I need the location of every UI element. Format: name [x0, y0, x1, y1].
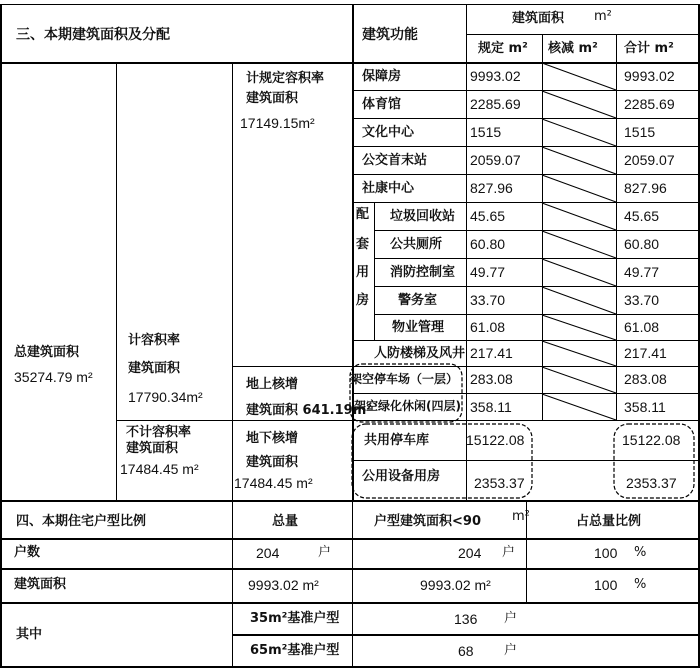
row-total: 2353.37	[626, 475, 677, 491]
row-name: 消防控制室	[390, 265, 456, 280]
row-name: 体育馆	[362, 97, 402, 112]
planned-value: 17149.15m²	[240, 115, 315, 131]
section4-title: 四、本期住宅户型比例	[16, 514, 147, 529]
row-planned: 33.70	[470, 292, 506, 308]
households-total: 204	[256, 545, 280, 561]
row-total: 217.41	[624, 345, 667, 361]
area-ratio: 100	[594, 577, 618, 593]
row-name: 文化中心	[362, 125, 415, 140]
facility-label-2: 套	[356, 237, 370, 252]
row-planned: 2285.69	[470, 96, 521, 112]
row-name: 架空停车场（一层）	[350, 372, 459, 386]
row-name: 人防楼梯及风井	[374, 346, 466, 361]
row-planned: 358.11	[470, 399, 512, 415]
row-name: 保障房	[362, 69, 402, 84]
row-total: 15122.08	[622, 432, 681, 448]
row-name: 垃圾回收站	[390, 209, 456, 224]
col-reduce-header: 核减 m²	[548, 41, 598, 56]
households-unit: 户	[318, 545, 332, 560]
facility-label-4: 房	[356, 293, 370, 308]
far-value: 17790.34m²	[128, 389, 203, 405]
row-name: 社康中心	[362, 181, 415, 196]
col-planned-header: 规定 m²	[478, 41, 528, 56]
col-total-header: 合计 m²	[624, 41, 674, 56]
row-planned: 2353.37	[474, 475, 525, 491]
row-name: 公共厕所	[390, 237, 443, 252]
nonfar-value: 17484.45 m²	[120, 461, 199, 477]
row-name: 共用停车库	[364, 433, 430, 448]
row-total: 827.96	[624, 180, 667, 196]
row-total: 60.80	[624, 236, 660, 252]
row-planned: 60.80	[470, 236, 506, 252]
col-area-unit: m²	[594, 9, 612, 24]
row-total: 2059.07	[624, 152, 675, 168]
row-planned: 15122.08	[466, 432, 525, 448]
nonfar-label-2: 建筑面积	[126, 441, 179, 456]
far-label: 计容积率	[128, 333, 181, 348]
row-planned: 217.41	[470, 345, 513, 361]
type35-unit: 户	[504, 611, 518, 626]
row-total: 33.70	[624, 292, 660, 308]
row-total: 45.65	[624, 208, 660, 224]
below-label: 地下核增	[246, 431, 299, 446]
area-type: 9993.02 m²	[420, 577, 491, 593]
row-planned: 49.77	[470, 264, 506, 280]
households-pct: %	[634, 545, 647, 560]
col-ratio-header: 占总量比例	[576, 514, 642, 529]
households-type-unit: 户	[502, 545, 516, 560]
below-label-2: 建筑面积	[246, 455, 299, 470]
above-label: 地上核增	[246, 377, 299, 392]
total-area-value: 35274.79 m²	[14, 369, 93, 385]
row-name: 公交首末站	[362, 153, 428, 168]
households-label: 户数	[14, 545, 41, 560]
col-area-header: 建筑面积	[512, 11, 565, 26]
row-total: 61.08	[624, 319, 660, 335]
col-type-header: 户型建筑面积<90	[374, 514, 481, 529]
total-area-label: 总建筑面积	[14, 345, 80, 360]
households-type: 204	[458, 545, 482, 561]
row-planned: 61.08	[470, 319, 506, 335]
above-label-2: 建筑面积 641.19m²	[246, 403, 372, 418]
row-name: 架空绿化休闲(四层)	[354, 399, 461, 413]
row-total: 283.08	[624, 371, 667, 387]
col-function-header: 建筑功能	[362, 27, 418, 43]
planned-label-2: 建筑面积	[246, 91, 299, 106]
type65-count: 68	[458, 643, 474, 659]
area-total: 9993.02 m²	[248, 577, 319, 593]
row-planned: 2059.07	[470, 152, 521, 168]
among-label: 其中	[16, 627, 43, 642]
row-planned: 1515	[470, 124, 502, 140]
type35-label: 35m²基准户型	[250, 611, 340, 626]
households-ratio: 100	[594, 545, 618, 561]
type65-label: 65m²基准户型	[250, 643, 340, 658]
type35-count: 136	[454, 611, 478, 627]
nonfar-label: 不计容积率	[126, 425, 192, 440]
row-planned: 827.96	[470, 180, 513, 196]
row-planned: 45.65	[470, 208, 506, 224]
row-planned: 283.08	[470, 371, 513, 387]
row-total: 358.11	[624, 399, 666, 415]
facility-label-1: 配	[356, 207, 370, 222]
below-value: 17484.45 m²	[234, 475, 313, 491]
facility-label-3: 用	[356, 265, 370, 280]
planned-label: 计规定容积率	[246, 71, 325, 86]
far-label-2: 建筑面积	[128, 361, 181, 376]
area-pct: %	[634, 577, 647, 592]
row-total: 9993.02	[624, 68, 675, 84]
col-total-qty-header: 总量	[272, 514, 299, 529]
row-total: 49.77	[624, 264, 660, 280]
row-total: 2285.69	[624, 96, 675, 112]
area-label: 建筑面积	[14, 577, 67, 592]
section3-title: 三、本期建筑面积及分配	[16, 27, 170, 43]
type65-unit: 户	[504, 643, 518, 658]
row-planned: 9993.02	[470, 68, 521, 84]
row-total: 1515	[624, 124, 656, 140]
col-type-unit: m²	[512, 509, 530, 524]
row-name: 公用设备用房	[362, 469, 441, 484]
row-name: 警务室	[398, 293, 438, 308]
row-name: 物业管理	[392, 320, 445, 335]
